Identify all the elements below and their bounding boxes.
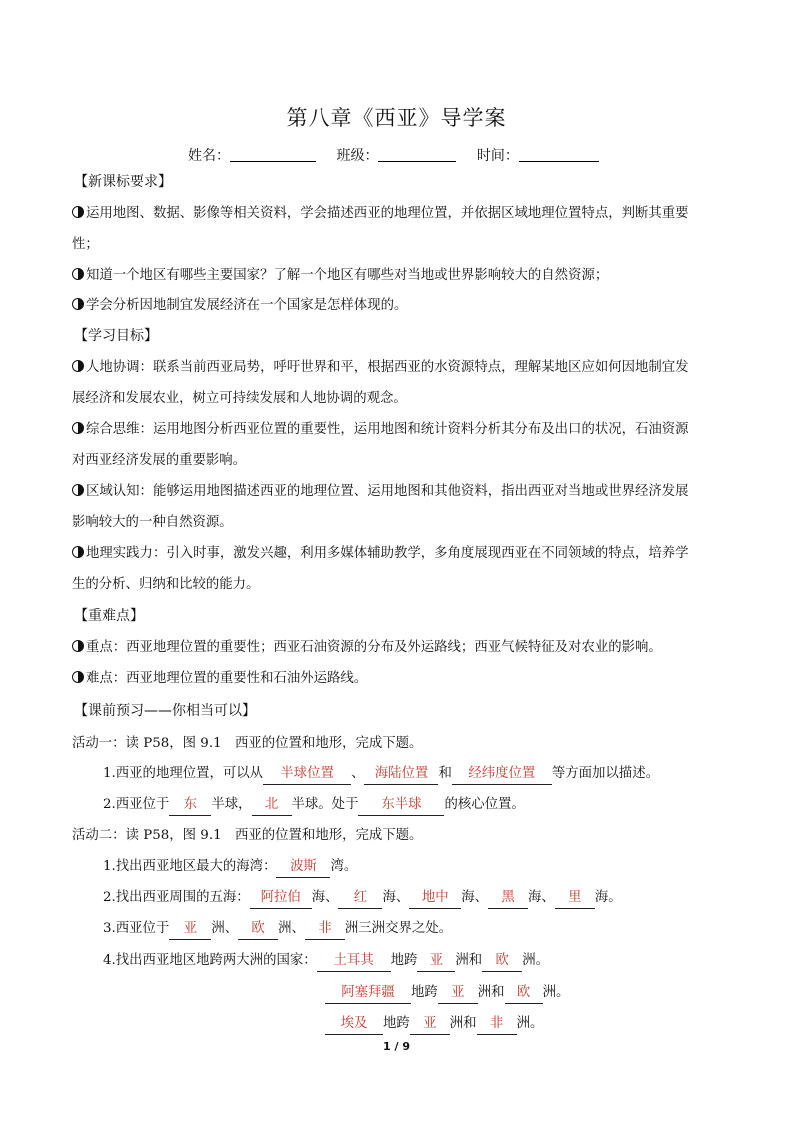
- half-circle-bullet-icon: [72, 422, 84, 434]
- activity-two-instruction: 活动二：读 P58，图 9.1 西亚的位置和地形，完成下题。: [72, 828, 423, 843]
- name-blank[interactable]: [230, 147, 316, 162]
- objective-item-continued: 生的分析、归纳和比较的能力。: [72, 577, 260, 592]
- answer-blank[interactable]: 地中: [409, 888, 461, 909]
- name-label: 姓名：: [188, 148, 230, 164]
- answer-blank[interactable]: 东半球: [358, 795, 444, 816]
- question-2: 2.西亚位于 东 半球， 北 半球。处于 东半球 的核心位置。: [103, 795, 525, 816]
- answer-blank[interactable]: 亚: [417, 951, 455, 972]
- answer-blank[interactable]: 经纬度位置: [452, 764, 552, 785]
- page-title: 第八章《西亚》导学案: [286, 106, 507, 130]
- difficult-point-item: 难点：西亚地理位置的重要性和石油外运路线。: [72, 669, 367, 689]
- class-label: 班级：: [336, 148, 379, 164]
- half-circle-bullet-icon: [72, 268, 84, 280]
- class-blank[interactable]: [378, 147, 456, 162]
- objective-item: 综合思维：运用地图分析西亚位置的重要性，运用地图和统计资料分析其分布及出口的状况，石油资源: [72, 420, 689, 440]
- answer-blank[interactable]: 土耳其: [317, 951, 391, 972]
- answer-blank[interactable]: 亚: [438, 983, 478, 1004]
- answer-blank[interactable]: 非: [305, 919, 345, 940]
- section-heading-preview: 【课前预习——你相当可以】: [74, 703, 256, 719]
- objective-item-continued: 对西亚经济发展的重要影响。: [72, 453, 247, 468]
- objective-item: 区域认知：能够运用地图描述西亚的地理位置、运用地图和其他资料，指出西亚对当地或世界经济发展: [72, 482, 689, 502]
- section-heading-standards: 【新课标要求】: [74, 174, 172, 190]
- answer-blank[interactable]: 黑: [488, 888, 528, 909]
- half-circle-bullet-icon: [72, 360, 84, 372]
- answer-blank[interactable]: 海陆位置: [364, 764, 438, 785]
- standard-item: 运用地图、数据、影像等相关资料，学会描述西亚的地理位置，并依据区域地理位置特点，判断其重要: [72, 204, 689, 224]
- answer-blank[interactable]: 欧: [482, 951, 522, 972]
- answer-blank[interactable]: 阿塞拜疆: [325, 983, 411, 1004]
- answer-blank[interactable]: 阿拉伯: [250, 888, 312, 909]
- standard-item: 知道一个地区有哪些主要国家？了解一个地区有哪些对当地或世界影响较大的自然资源；: [72, 266, 608, 286]
- standard-item: 学会分析因地制宜发展经济在一个国家是怎样体现的。: [72, 296, 407, 316]
- objective-item: 人地协调：联系当前西亚局势，呼吁世界和平，根据西亚的水资源特点，理解某地区应如何因地制宜发: [72, 358, 689, 378]
- half-circle-bullet-icon: [72, 671, 84, 683]
- objective-item-continued: 展经济和发展农业，树立可持续发展和人地协调的观念。: [72, 391, 407, 406]
- objective-item-continued: 影响较大的一种自然资源。: [72, 515, 233, 530]
- answer-blank[interactable]: 波斯: [276, 857, 330, 878]
- page-number: 1 / 9: [383, 1040, 410, 1053]
- key-point-item: 重点：西亚地理位置的重要性；西亚石油资源的分布及外运路线；西亚气候特征及对农业的影响。: [72, 638, 662, 658]
- question-6-egypt: 埃及 地跨 亚 洲和 非 洲。: [325, 1014, 543, 1035]
- time-blank[interactable]: [519, 147, 599, 162]
- activity-one-instruction: 活动一：读 P58，图 9.1 西亚的位置和地形，完成下题。: [72, 736, 423, 751]
- answer-blank[interactable]: 北: [252, 795, 292, 816]
- question-1: 1.西亚的地理位置，可以从 半球位置 、 海陆位置 和 经纬度位置 等方面加以描述。: [103, 764, 659, 785]
- answer-blank[interactable]: 亚: [410, 1014, 450, 1035]
- answer-blank[interactable]: 欧: [505, 983, 543, 1004]
- question-6: 4.找出西亚地区地跨两大洲的国家： 土耳其 地跨 亚 洲和 欧 洲。: [103, 951, 549, 972]
- answer-blank[interactable]: 里: [555, 888, 595, 909]
- answer-blank[interactable]: 半球位置: [263, 764, 351, 785]
- answer-blank[interactable]: 非: [477, 1014, 517, 1035]
- half-circle-bullet-icon: [72, 298, 84, 310]
- half-circle-bullet-icon: [72, 546, 84, 558]
- answer-blank[interactable]: 欧: [238, 919, 278, 940]
- answer-blank[interactable]: 红: [338, 888, 382, 909]
- answer-blank[interactable]: 东: [169, 795, 211, 816]
- question-5: 3.西亚位于 亚 洲、 欧 洲、 非 洲三洲交界之处。: [103, 919, 452, 940]
- answer-blank[interactable]: 亚: [169, 919, 211, 940]
- half-circle-bullet-icon: [72, 640, 84, 652]
- student-info-row: [188, 145, 615, 165]
- half-circle-bullet-icon: [72, 206, 84, 218]
- answer-blank[interactable]: 埃及: [325, 1014, 383, 1035]
- section-heading-objectives: 【学习目标】: [74, 328, 158, 344]
- standard-item-continued: 性；: [72, 237, 99, 252]
- section-heading-key-points: 【重难点】: [74, 608, 144, 624]
- time-label: 时间：: [476, 148, 519, 164]
- question-3: 1.找出西亚地区最大的海湾： 波斯 湾。: [103, 857, 357, 878]
- objective-item: 地理实践力：引入时事，激发兴趣，利用多媒体辅助教学，多角度展现西亚在不同领域的特点，培养学: [72, 544, 689, 564]
- question-6-azerbaijan: 阿塞拜疆 地跨 亚 洲和 欧 洲。: [325, 983, 569, 1004]
- half-circle-bullet-icon: [72, 484, 84, 496]
- question-4: 2.找出西亚周围的五海： 阿拉伯 海、 红 海、 地中 海、 黑 海、 里 海。: [103, 888, 622, 909]
